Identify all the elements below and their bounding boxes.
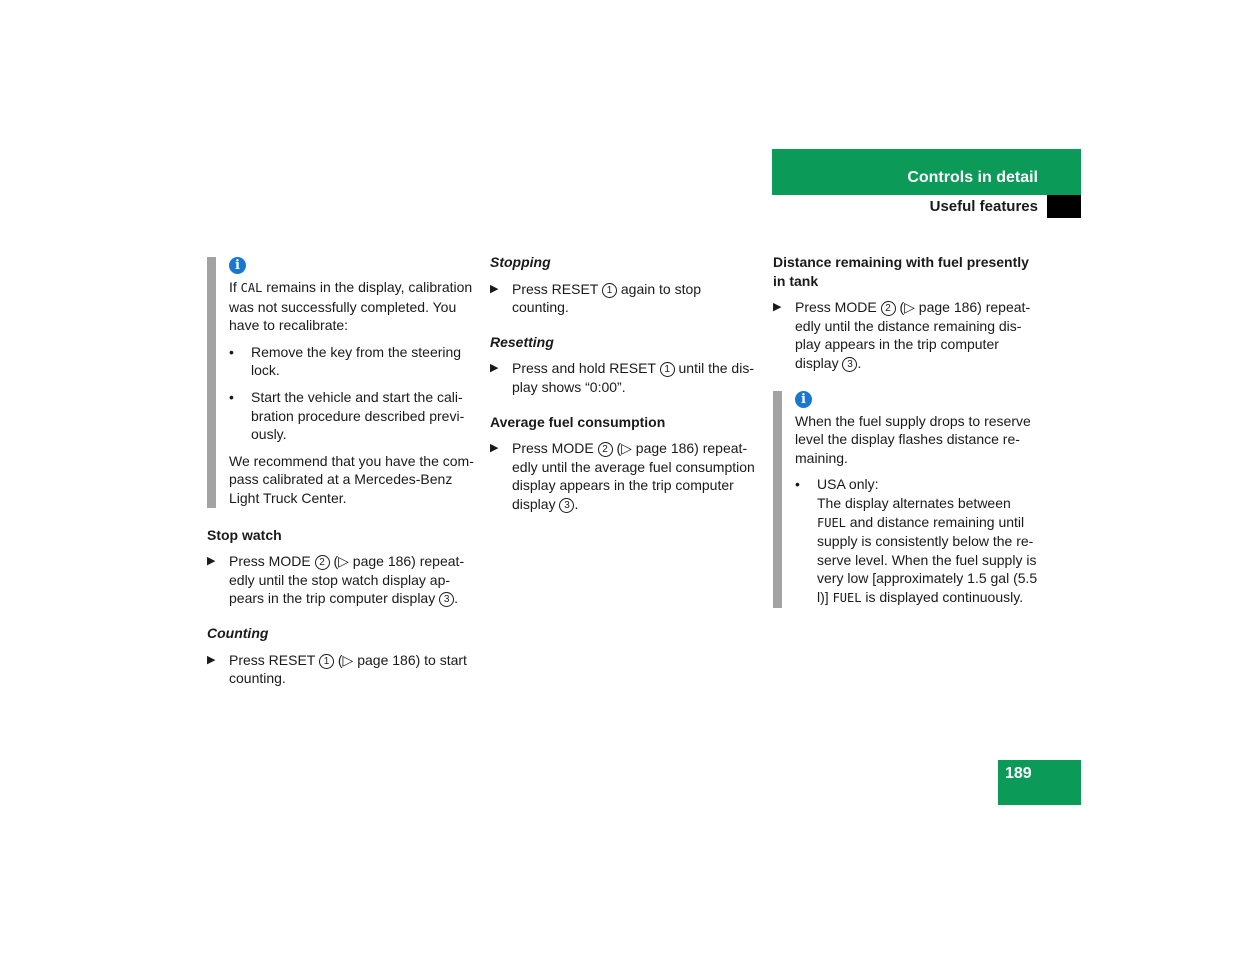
step-item bbox=[490, 280, 758, 317]
text: Start the vehicle and start the calibration procedure described previously. bbox=[251, 388, 465, 443]
number-circle: 3 bbox=[559, 498, 574, 513]
list-item bbox=[229, 343, 475, 380]
text: (▷ page 186) to start counting. bbox=[229, 651, 467, 687]
step-item bbox=[490, 439, 758, 513]
heading-average-fuel: Average fuel consumption bbox=[490, 413, 666, 430]
heading-distance-remaining: Distance remaining with fuel presently in tank bbox=[773, 254, 1029, 289]
info-paragraph: We recommend that you have the compass calibrated at a Mercedes-Benz Light Truck Center. bbox=[229, 452, 474, 506]
arrow-icon: ▶ bbox=[490, 282, 499, 295]
info-icon: i bbox=[229, 257, 246, 274]
heading-stopping: Stopping bbox=[490, 254, 551, 270]
display-code: FUEL bbox=[832, 590, 862, 605]
list-item bbox=[229, 388, 475, 444]
column-left bbox=[207, 255, 475, 704]
info-box-fuel-reserve bbox=[773, 389, 1041, 608]
bullet-icon: • bbox=[795, 476, 800, 493]
heading-stopwatch: Stop watch bbox=[207, 526, 282, 543]
text: remains in the display, calibration was not successfully completed. You have to recalibrate: bbox=[229, 279, 473, 334]
bullet-list bbox=[229, 343, 475, 444]
text: and distance remaining until supply is consistently below the reserve level. When the fuel supply is very low [approximately 1.5 gal (5.5 l)] bbox=[817, 513, 1038, 605]
text: (▷ page 186) repeatedly until the distance remaining display appears in the trip computer display bbox=[795, 299, 1031, 371]
arrow-icon: ▶ bbox=[773, 301, 782, 314]
number-circle: 3 bbox=[439, 592, 454, 607]
arrow-icon: ▶ bbox=[207, 555, 216, 568]
text: . bbox=[574, 495, 579, 512]
text: Press MODE bbox=[229, 553, 315, 570]
number-circle: 3 bbox=[842, 357, 857, 372]
number-circle: 1 bbox=[602, 283, 617, 298]
column-right bbox=[773, 253, 1041, 608]
info-paragraph: When the fuel supply drops to reserve level the display flashes distance remaining. bbox=[795, 412, 1031, 466]
text: . bbox=[857, 354, 862, 371]
display-code: CAL bbox=[240, 281, 263, 295]
number-circle: 2 bbox=[881, 301, 896, 316]
display-code: FUEL bbox=[817, 515, 846, 530]
step-item bbox=[773, 298, 1041, 372]
subsection-title bbox=[772, 195, 1038, 218]
arrow-icon: ▶ bbox=[490, 362, 499, 375]
page-number-box bbox=[998, 760, 1081, 805]
arrow-icon: ▶ bbox=[207, 653, 216, 666]
text: Press and hold RESET bbox=[512, 360, 660, 377]
text: If bbox=[229, 279, 241, 295]
heading-counting: Counting bbox=[207, 624, 269, 641]
subsection-label: Useful features bbox=[929, 198, 1038, 215]
info-paragraph bbox=[229, 278, 475, 335]
header-bar bbox=[772, 149, 1081, 195]
text: (▷ page 186) repeatedly until the stop watch display appears in the trip computer display bbox=[229, 553, 465, 607]
step-item bbox=[490, 359, 758, 396]
number-circle: 2 bbox=[315, 555, 330, 570]
info-icon: i bbox=[795, 391, 812, 408]
bullet-icon: • bbox=[229, 343, 234, 360]
section-marker bbox=[1047, 195, 1081, 218]
list-item bbox=[795, 475, 1041, 607]
text: Press MODE bbox=[795, 299, 881, 316]
step-item bbox=[207, 651, 475, 688]
text: again to stop counting. bbox=[512, 280, 702, 316]
text: USA only: bbox=[817, 476, 879, 493]
text: is displayed continuously. bbox=[861, 588, 1024, 605]
text: Press RESET bbox=[512, 280, 602, 297]
heading-resetting: Resetting bbox=[490, 333, 554, 350]
text: . bbox=[454, 590, 458, 607]
text: until the display shows “0:00”. bbox=[512, 360, 754, 395]
arrow-icon: ▶ bbox=[490, 442, 499, 455]
text: (▷ page 186) repeatedly until the average fuel consumption display appears in the trip computer display bbox=[512, 440, 755, 512]
number-circle: 1 bbox=[660, 362, 675, 377]
text: The display alternates between bbox=[817, 494, 1011, 511]
text: Remove the key from the steering lock. bbox=[251, 343, 462, 379]
text: Press MODE bbox=[512, 440, 598, 457]
page-number: 189 bbox=[1005, 765, 1032, 782]
bullet-icon: • bbox=[229, 388, 234, 405]
column-middle bbox=[490, 253, 758, 530]
number-circle: 2 bbox=[598, 442, 613, 457]
step-item bbox=[207, 552, 475, 608]
section-title: Controls in detail bbox=[907, 169, 1038, 186]
number-circle: 1 bbox=[319, 654, 334, 669]
info-box-calibration bbox=[207, 255, 475, 508]
text: Press RESET bbox=[229, 651, 319, 668]
bullet-list bbox=[795, 475, 1041, 607]
